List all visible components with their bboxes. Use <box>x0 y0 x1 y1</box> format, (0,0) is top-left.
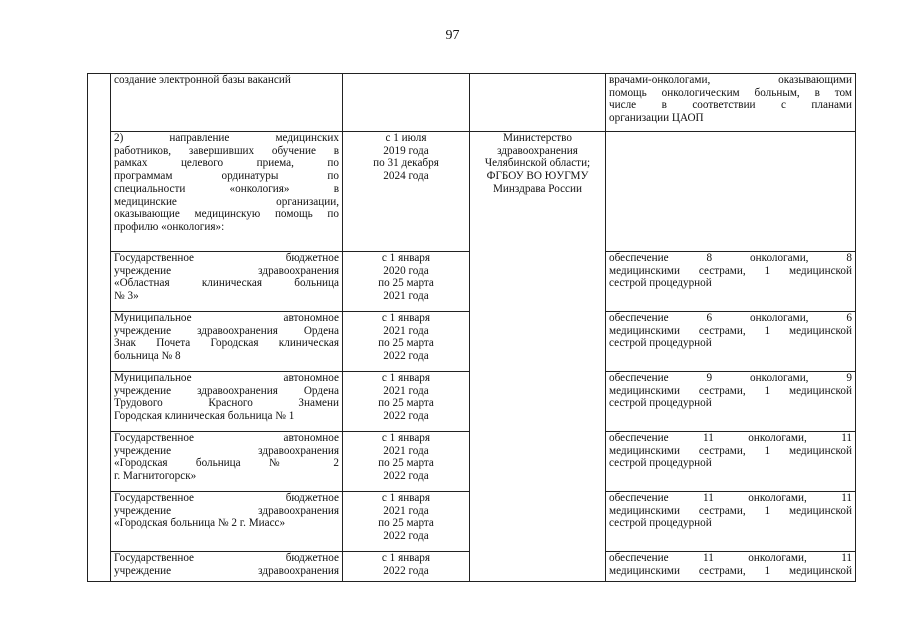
period-line: 2021 года <box>383 324 429 337</box>
result-cell <box>606 132 856 252</box>
measure-line: специальности «онкология» в <box>114 182 339 195</box>
organization-line: «Городская больница № 2 г. Миасс» <box>114 517 286 530</box>
period-line: с 1 января <box>381 252 431 264</box>
period-line: 2022 года <box>383 564 429 577</box>
result-cell <box>606 432 856 492</box>
organization-line: учреждение здравоохранения <box>114 504 339 517</box>
table-row <box>88 132 856 252</box>
organization-line: Трудового Красного Знамени <box>114 397 339 410</box>
organization-line: Государственное бюджетное <box>114 552 339 564</box>
period-line: 2021 года <box>383 504 429 517</box>
organization-line: № 3» <box>114 290 139 303</box>
responsible-line: Минздрава России <box>492 182 582 195</box>
measure-cell <box>111 132 343 252</box>
responsible-line: Челябинской области; <box>484 157 591 170</box>
period-line: с 1 января <box>381 552 431 564</box>
result-line: помощь онкологическим больным, в том <box>609 86 852 99</box>
organization-line: учреждение здравоохранения Ордена <box>114 324 339 337</box>
result-line: медицинскими сестрами, 1 медицинской <box>609 564 852 577</box>
organization-line: учреждение здравоохранения <box>114 564 339 577</box>
period-line: 2021 года <box>383 384 429 397</box>
measure-line: рамках целевого приема, по <box>114 157 339 170</box>
result-cell <box>606 252 856 312</box>
responsible-cell <box>470 132 606 582</box>
result-cell <box>606 372 856 432</box>
result-line: медицинскими сестрами, 1 медицинской <box>609 444 852 457</box>
period-line: по 25 марта <box>378 397 434 410</box>
responsible-line: здравоохранения <box>497 144 578 157</box>
period-cell <box>343 492 470 552</box>
organization-line: «Областная клиническая больница <box>114 277 339 290</box>
period-line: с 1 января <box>381 312 431 324</box>
result-line: обеспечение 8 онкологами, 8 <box>609 252 852 264</box>
measure-line: работников, завершивших обучение в <box>114 144 339 157</box>
period-line: с 1 января <box>381 492 431 504</box>
period-cell <box>343 432 470 492</box>
number-cell <box>88 74 111 582</box>
period-cell <box>343 252 470 312</box>
period-line: по 25 марта <box>378 457 434 470</box>
result-line: сестрой процедурной <box>609 457 712 470</box>
period-cell <box>343 552 470 582</box>
measure-line: программам ординатуры по <box>114 170 339 183</box>
measure-cell: создание электронной базы вакансий <box>111 74 343 132</box>
organization-line: учреждение здравоохранения <box>114 444 339 457</box>
result-cell <box>606 312 856 372</box>
organization-line: Государственное бюджетное <box>114 492 339 504</box>
period-line: 2021 года <box>383 444 429 457</box>
organization-line: Муниципальное автономное <box>114 372 339 384</box>
result-line: медицинскими сестрами, 1 медицинской <box>609 264 852 277</box>
result-cell <box>606 552 856 582</box>
organization-cell <box>111 252 343 312</box>
result-line: организации ЦАОП <box>609 112 704 125</box>
period-line: 2024 года <box>383 170 429 183</box>
period-cell <box>343 132 470 252</box>
organization-cell <box>111 372 343 432</box>
result-line: медицинскими сестрами, 1 медицинской <box>609 504 852 517</box>
result-line: обеспечение 11 онкологами, 11 <box>609 492 852 504</box>
result-line: обеспечение 6 онкологами, 6 <box>609 312 852 324</box>
organization-line: учреждение здравоохранения Ордена <box>114 384 339 397</box>
organization-cell <box>111 432 343 492</box>
period-line: 2019 года <box>383 144 429 157</box>
period-cell <box>343 312 470 372</box>
result-line: сестрой процедурной <box>609 517 712 530</box>
responsible-cell <box>470 74 606 132</box>
measures-table <box>87 73 856 582</box>
period-cell <box>343 74 470 132</box>
period-line: с 1 июля <box>385 132 427 144</box>
period-line: по 25 марта <box>378 337 434 350</box>
period-line: 2021 года <box>383 290 429 303</box>
organization-line: г. Магнитогорск» <box>114 470 197 483</box>
result-line: обеспечение 11 онкологами, 11 <box>609 432 852 444</box>
responsible-line: Министерство <box>503 132 572 144</box>
period-line: с 1 января <box>381 372 431 384</box>
measure-line: профилю «онкология»: <box>114 220 225 233</box>
measure-line: медицинские организации, <box>114 195 339 208</box>
result-line: обеспечение 11 онкологами, 11 <box>609 552 852 564</box>
result-line: числе в соответствии с планами <box>609 99 852 112</box>
organization-line: Государственное бюджетное <box>114 252 339 264</box>
result-line: медицинскими сестрами, 1 медицинской <box>609 384 852 397</box>
period-line: 2022 года <box>383 530 429 543</box>
result-line: обеспечение 9 онкологами, 9 <box>609 372 852 384</box>
result-line: врачами-онкологами, оказывающими <box>609 74 852 86</box>
result-cell <box>606 74 856 132</box>
organization-line: Городская клиническая больница № 1 <box>114 410 295 423</box>
result-line: сестрой процедурной <box>609 277 712 290</box>
organization-line: Государственное автономное <box>114 432 339 444</box>
organization-line: Муниципальное автономное <box>114 312 339 324</box>
result-cell <box>606 492 856 552</box>
period-line: 2020 года <box>383 264 429 277</box>
organization-cell <box>111 492 343 552</box>
organization-line: больница № 8 <box>114 350 181 363</box>
organization-cell <box>111 552 343 582</box>
organization-line: учреждение здравоохранения <box>114 264 339 277</box>
period-line: 2022 года <box>383 470 429 483</box>
period-line: 2022 года <box>383 350 429 363</box>
period-line: по 31 декабря <box>373 157 439 170</box>
period-line: с 1 января <box>381 432 431 444</box>
result-line: медицинскими сестрами, 1 медицинской <box>609 324 852 337</box>
page-number: 97 <box>445 28 460 43</box>
table-row <box>88 74 856 132</box>
measure-line: 2) направление медицинских <box>114 132 339 144</box>
organization-line: «Городская больница № 2 <box>114 457 339 470</box>
result-line: сестрой процедурной <box>609 337 712 350</box>
responsible-line: ФГБОУ ВО ЮУГМУ <box>486 170 589 183</box>
organization-cell <box>111 312 343 372</box>
period-line: по 25 марта <box>378 517 434 530</box>
period-line: 2022 года <box>383 410 429 423</box>
period-line: по 25 марта <box>378 277 434 290</box>
result-line: сестрой процедурной <box>609 397 712 410</box>
period-cell <box>343 372 470 432</box>
organization-line: Знак Почета Городская клиническая <box>114 337 339 350</box>
measure-line: оказывающие медицинскую помощь по <box>114 208 339 221</box>
